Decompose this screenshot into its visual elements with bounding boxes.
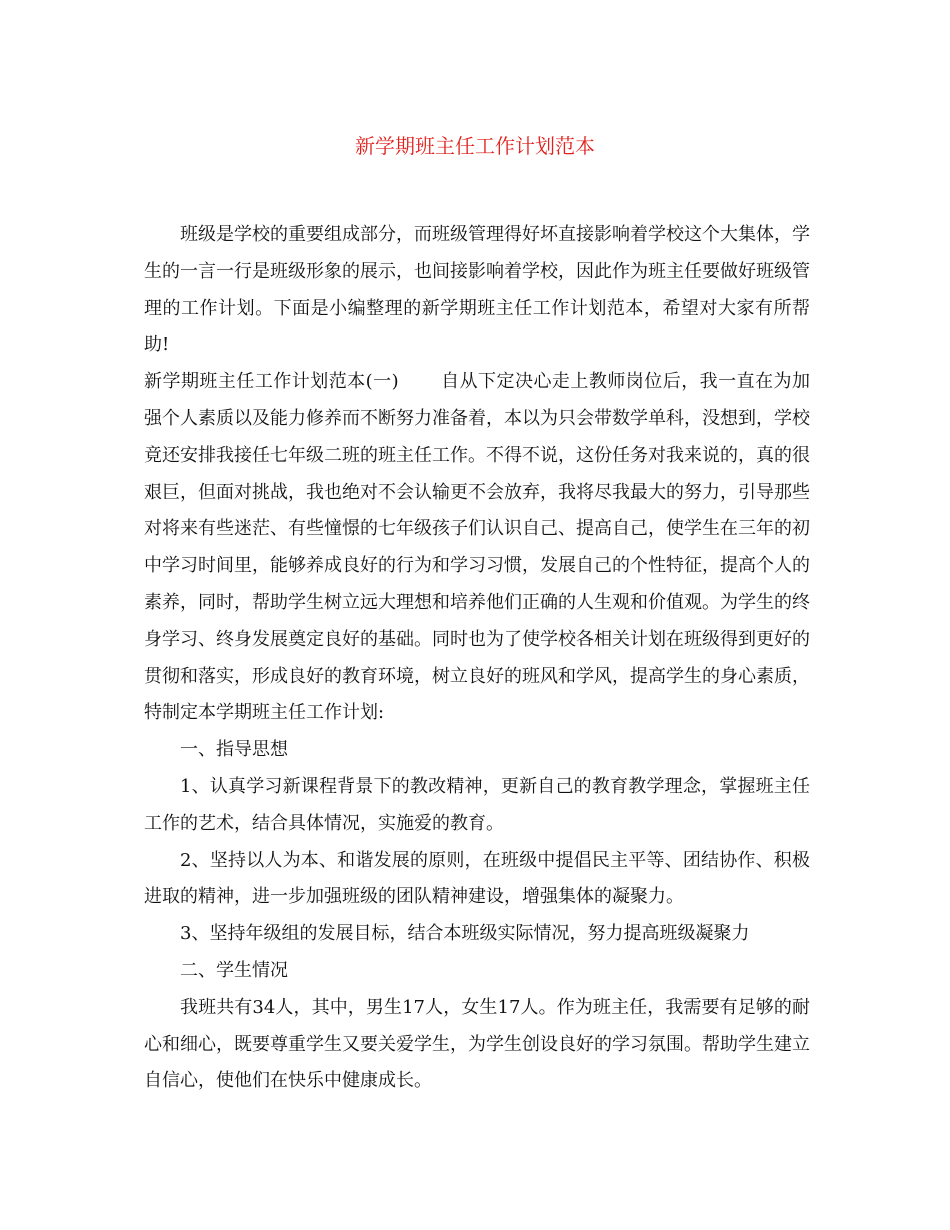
page-title: 新学期班主任工作计划范本 — [355, 134, 595, 158]
section-one-paragraph — [144, 364, 810, 732]
intro-paragraph: 班级是学校的重要组成部分，而班级管理得好坏直接影响着学校这个大集体，学生的一言一行是班级形象的展示，也间接影响着学校，因此作为班主任要做好班级管理的工作计划。下面是小编整理的新学期班主任工作计划范本，希望对大家有所帮助! — [144, 224, 810, 356]
student-situation-paragraph: 我班共有34人，其中，男生17人，女生17人。作为班主任，我需要有足够的耐心和细心，既要尊重学生又要关爱学生，为学生创设良好的学习氛围。帮助学生建立自信心，使他们在快乐中健康成长。 — [144, 996, 810, 1092]
point-two: 2、坚持以人为本、和谐发展的原则，在班级中提倡民主平等、团结协作、积极进取的精神，进一步加强班级的团队精神建设，增强集体的凝聚力。 — [144, 849, 810, 908]
heading-guiding-ideology: 一、指导思想 — [180, 739, 288, 761]
point-one: 1、认真学习新课程背景下的教改精神，更新自己的教育教学理念，掌握班主任工作的艺术，结合具体情况，实施爱的教育。 — [144, 775, 810, 834]
section-one-heading: 新学期班主任工作计划范本(一) — [144, 371, 399, 393]
heading-student-situation: 二、学生情况 — [180, 959, 288, 981]
section-one-body: 自从下定决心走上教师岗位后，我一直在为加强个人素质以及能力修养而不断努力准备着，本以为只会带数学单科，没想到，学校竟还安排我接任七年级二班的班主任工作。不得不说，这份任务对我来说的，真的很艰巨，但面对挑战，我也绝对不会认输更不会放弃，我将尽我最大的努力，引导那些对将来有些迷茫、有些憧憬的七年级孩子们认识自己、提高自己，使学生在三年的初中学习时间里，能够养成良好的行为和学习习惯，发展自己的个性特征，提高个人的素养，同时，帮助学生树立远大理想和培养他们正确的人生观和价值观。为学生的终身学习、终身发展奠定良好的基础。同时也为了使学校各相关计划在班级得到更好的贯彻和落实，形成良好的教育环境，树立良好的班风和学风，提高学生的身心素质，特制定本学期班主任工作计划: — [144, 371, 811, 724]
document-body — [144, 217, 810, 1100]
point-three: 3、坚持年级组的发展目标，结合本班级实际情况，努力提高班级凝聚力 — [180, 923, 750, 945]
